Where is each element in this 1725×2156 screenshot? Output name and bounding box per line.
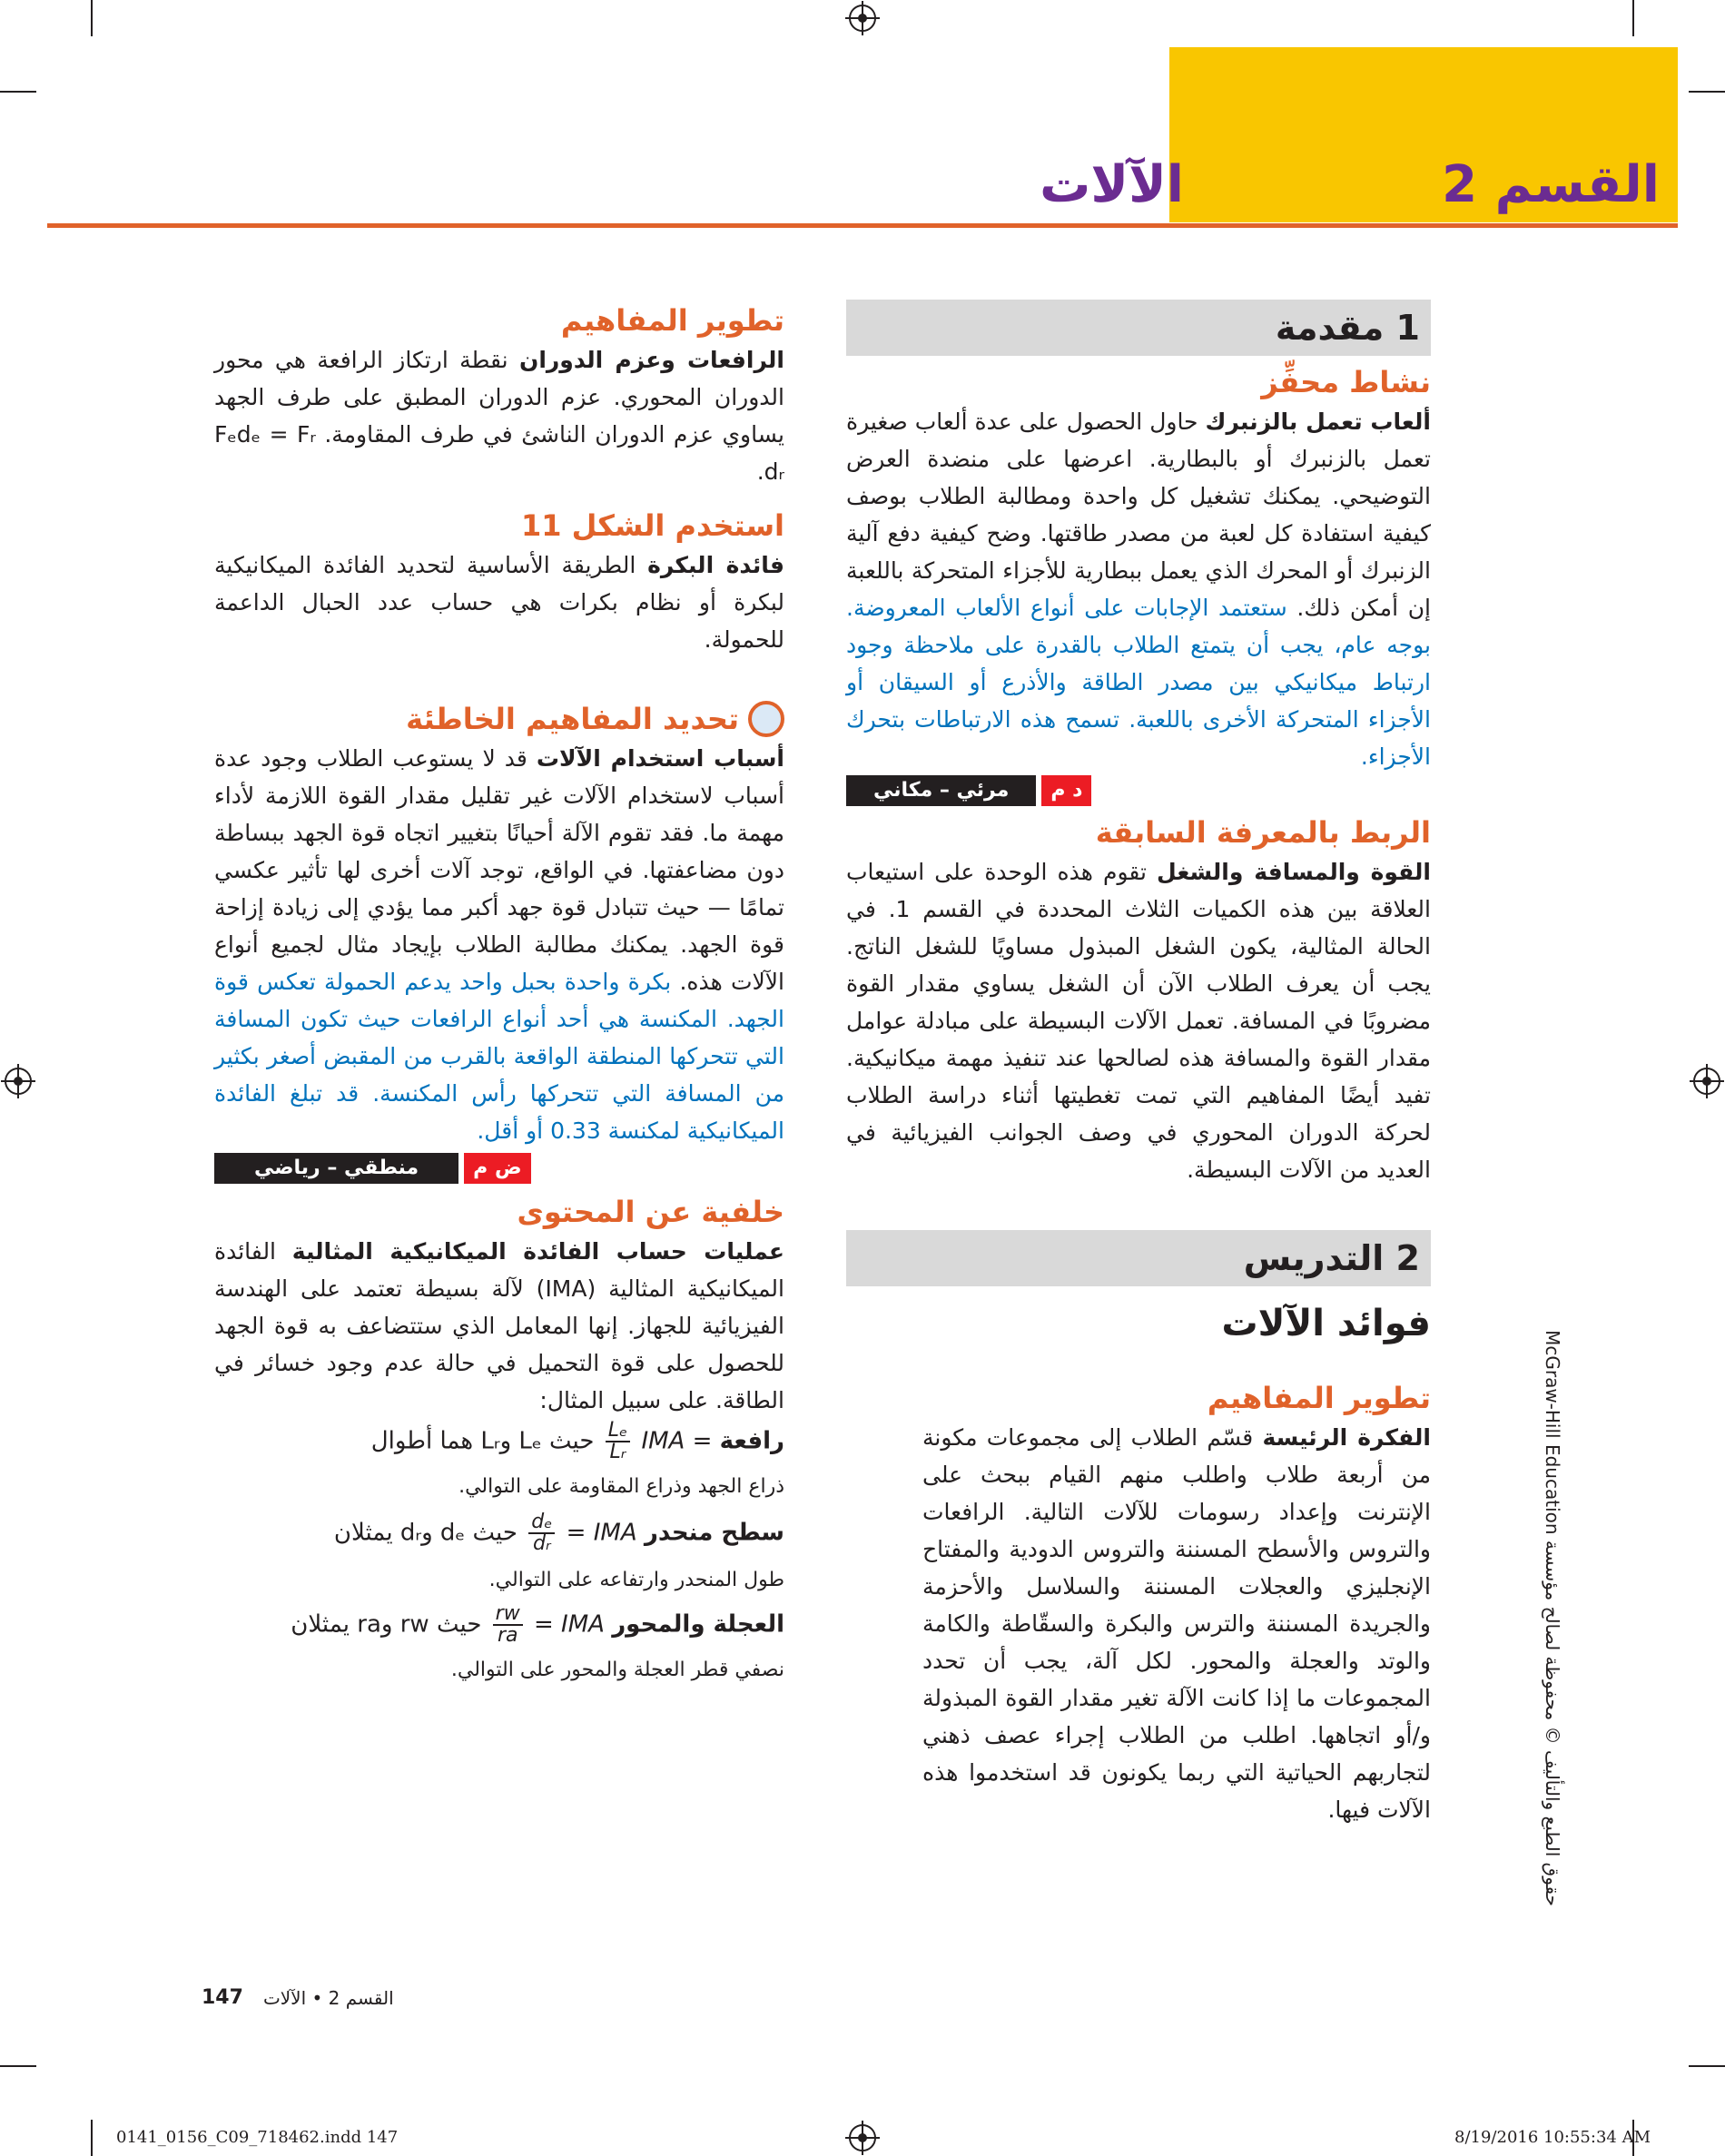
incline-desc-2: طول المنحدر وارتفاعه على التوالي. bbox=[488, 1569, 784, 1591]
ima-lead: عمليات حساب الفائدة الميكانيكية المثالية bbox=[291, 1238, 785, 1265]
motivating-lead: ألعاب تعمل بالزنبرك bbox=[1205, 409, 1431, 435]
wheel-label: العجلة والمحور bbox=[612, 1610, 784, 1639]
file-info: 0141_0156_C09_718462.indd 147 bbox=[116, 2128, 399, 2147]
incline-den: dᵣ bbox=[532, 1532, 551, 1555]
tag-row bbox=[846, 775, 1431, 806]
page-footer bbox=[202, 1986, 394, 2009]
crop-mark bbox=[1632, 0, 1634, 36]
registration-mark-icon bbox=[849, 2124, 876, 2151]
misconceptions-header bbox=[214, 698, 784, 740]
page-label: القسم 2 • الآلات bbox=[262, 1986, 394, 2009]
incline-desc: حيث dₑ وdᵣ يمثلان bbox=[333, 1519, 518, 1547]
lever-label: رافعة bbox=[719, 1427, 784, 1455]
ima-text: الفائدة الميكانيكية المثالية (IMA) لآلة بسيطة تعتمد على الهندسة الفيزيائية للجهاز. إنها المعامل الذي ستتضاعف به قوة الجهد للحصول على قوة التحميل في حالة عدم وجود خسائر في الطاقة. على سبيل المثال: bbox=[214, 1238, 784, 1413]
lever-fraction bbox=[606, 1421, 630, 1462]
reasons-lead: أسباب استخدام الآلات bbox=[536, 745, 784, 772]
motivating-activity-heading: نشاط محفِّز bbox=[1261, 365, 1431, 399]
header-rule bbox=[47, 223, 1678, 228]
wheel-num: rw bbox=[493, 1604, 523, 1626]
ima-paragraph bbox=[214, 1233, 784, 1419]
reasons-text: قد لا يستوعب الطلاب وجود عدة أسباب لاستخدام الآلات غير تقليل مقدار القوة اللازمة لأداء مهمة ما. فقد تقوم الآلة أحيانًا بتغيير اتجاه قوة الجهد ببساطة دون مضاعفتها. في الواقع، توجد آلات أخرى لها تأثير عكسي تمامًا — حيث تتبادل قوة جهد أكبر مما يؤدي إلى زيادة إزاحة قوة الجهد. يمكنك مطالبة الطلاب بإيجاد مثال لجميع أنواع الآلات هذه. bbox=[214, 745, 784, 995]
lever-desc-2: ذراع الجهد وذراع المقاومة على التوالي. bbox=[458, 1475, 784, 1498]
incline-num: dₑ bbox=[528, 1512, 555, 1534]
side-copyright: حقوق الطبع والتأليف © محفوظة لصالح مؤسسة McGraw-Hill Education bbox=[1542, 1330, 1563, 1906]
ima-symbol: IMA = bbox=[533, 1610, 605, 1639]
learning-style-tag bbox=[846, 743, 1431, 773]
lever-num: Lₑ bbox=[606, 1421, 630, 1442]
crop-mark bbox=[91, 2120, 93, 2156]
section-title bbox=[1040, 145, 1678, 223]
tag-row-2 bbox=[214, 1153, 784, 1184]
left-column bbox=[214, 300, 784, 1688]
prior-knowledge-paragraph bbox=[846, 853, 1431, 1188]
date-info: 8/19/2016 10:55:34 AM bbox=[1454, 2128, 1651, 2147]
incline-fraction bbox=[528, 1512, 555, 1554]
page-number: 147 bbox=[202, 1986, 243, 2009]
pulley-text: الطريقة الأساسية لتحديد الفائدة الميكانيكية لبكرة أو نظام بكرات هي حساب عدد الحبال الداعمة للحمولة. bbox=[214, 552, 784, 653]
prior-knowledge-heading: الربط بالمعرفة السابقة bbox=[1095, 815, 1431, 850]
teach-heading: 2 التدريس bbox=[846, 1230, 1431, 1286]
prior-lead: القوة والمسافة والشغل bbox=[1157, 859, 1432, 885]
ima-symbol: IMA = bbox=[641, 1427, 713, 1455]
tag-style-2: منطقي – رياضي bbox=[214, 1153, 458, 1184]
tag-code: د م bbox=[1041, 775, 1091, 806]
motivating-paragraph bbox=[846, 403, 1431, 775]
figure-heading: استخدم الشكل 11 bbox=[520, 508, 784, 543]
registration-mark-icon bbox=[5, 1068, 32, 1095]
lever-den: Lᵣ bbox=[609, 1441, 626, 1463]
levers-text: نقطة ارتكاز الرافعة هي محور الدوران المحوري. عزم الدوران المطبق على طرف الجهد يساوي عزم الدوران الناشئ في طرف المقاومة. Fₑdₑ = Fᵣ dᵣ. bbox=[214, 347, 784, 485]
registration-mark-icon bbox=[849, 5, 876, 32]
reasons-paragraph bbox=[214, 740, 784, 1149]
background-heading: خلفية عن المحتوى bbox=[517, 1195, 784, 1229]
benefits-heading: فوائد الآلات bbox=[1221, 1303, 1431, 1344]
reasons-answer: بكرة واحدة بحبل واحد يدعم الحمولة تعكس قوة الجهد. المكنسة هي أحد أنواع الرافعات حيث تكون المسافة التي تتحركها المنطقة الواقعة بالقرب من المقبض أصغر بكثير من المسافة التي تتحركها رأس المكنسة. قد تبلغ الفائدة الميكانيكية لمكنسة 0.33 أو أقل. bbox=[214, 969, 784, 1144]
magnifier-icon bbox=[748, 701, 784, 737]
main-idea-paragraph bbox=[922, 1419, 1431, 1828]
ima-symbol: IMA = bbox=[566, 1519, 637, 1547]
crop-mark bbox=[0, 91, 36, 93]
levers-paragraph bbox=[214, 341, 784, 490]
incline-label: سطح منحدر bbox=[644, 1519, 784, 1547]
crop-mark bbox=[0, 2065, 36, 2067]
wheel-fraction bbox=[493, 1604, 523, 1646]
pulley-lead: فائدة البكرة bbox=[647, 552, 785, 578]
pulley-paragraph bbox=[214, 546, 784, 658]
motivating-answer: ستعتمد الإجابات على أنواع الألعاب المعروضة. بوجه عام، يجب أن يتمتع الطلاب بالقدرة على ملاحظة وجود ارتباط ميكانيكي بين مصدر الطاقة والأذرع أو السيقان أو الأجزاء المتحركة الأخرى باللعبة. تسمح هذه الارتباطات بتحرك الأجزاء. bbox=[846, 595, 1431, 770]
main-idea-text: قسّم الطلاب إلى مجموعات مكونة من أربعة طلاب واطلب منهم القيام ببحث على الإنترنت وإعداد رسومات للآلات التالية. الرافعات والتروس والأسطح المسننة والتروس الدودية والمفتاح الإنجليزي والعجلات المسننة والسلاسل والأحزمة والجريدة المسننة والترس والبكرة والسقّاطة والكامة والوتد والعجلة والمحور. لكل آلة، يجب أن تحدد المجموعات ما إذا كانت الآلة تغير مقدار القوة المبذولة و/أو اتجاهها. اطلب من الطلاب إجراء عصف ذهني لتجاربهم الحياتية التي ربما يكونون قد استخدموا هذه الآلات فيها. bbox=[922, 1424, 1431, 1823]
left-concept-heading: تطوير المفاهيم bbox=[560, 303, 784, 338]
wheel-desc-2: نصفي قطر العجلة والمحور على التوالي. bbox=[450, 1659, 784, 1681]
concept-dev-heading: تطوير المفاهيم bbox=[1207, 1381, 1431, 1415]
levers-lead: الرافعات وعزم الدوران bbox=[519, 347, 785, 373]
incline-formula bbox=[214, 1512, 784, 1554]
misconceptions-heading: تحديد المفاهيم الخاطئة bbox=[406, 702, 739, 736]
crop-mark bbox=[91, 0, 93, 36]
lever-formula bbox=[214, 1421, 784, 1462]
lever-desc: حيث Lₑ وLᵣ هما أطوال bbox=[370, 1427, 595, 1455]
main-idea-lead: الفكرة الرئيسة bbox=[1262, 1424, 1432, 1451]
tag-style: مرئي – مكاني bbox=[846, 775, 1036, 806]
prior-text: تقوم هذه الوحدة على استيعاب العلاقة بين هذه الكميات الثلاث المحددة في القسم 1. في الحالة المثالية، يكون الشغل المبذول مساويًا للشغل الناتج. يجب أن يعرف الطلاب الآن أن الشغل يساوي مقدار القوة مضروبًا في المسافة. تعمل الآلات البسيطة على مبادلة عوامل مقدار القوة والمسافة هذه لصالحها عند تنفيذ مهمة ميكانيكية. تفيد أيضًا المفاهيم التي تمت تغطيتها أثناء دراسة الطلاب لحركة الدوران المحوري في وصف الجوانب الفيزيائية في العديد من الآلات البسيطة. bbox=[846, 859, 1431, 1183]
motivating-text: حاول الحصول على عدة ألعاب صغيرة تعمل بالزنبرك أو بالبطارية. اعرضها على منضدة العرض التوضيحي. يمكنك تشغيل كل واحدة ومطالبة الطلاب بوصف كيفية استفادة كل لعبة من مصدر طاقتها. وضح كيفية دفع آلية الزنبرك أو المحرك الذي يعمل ببطارية للأجزاء المتحركة باللعبة إن أمكن ذلك. bbox=[846, 409, 1431, 621]
crop-mark bbox=[1689, 2065, 1725, 2067]
tag-code-2: ض م bbox=[464, 1153, 530, 1184]
wheel-desc: حيث rw وra يمثلان bbox=[291, 1610, 482, 1639]
wheel-den: ra bbox=[497, 1624, 518, 1647]
wheel-formula bbox=[214, 1604, 784, 1646]
intro-heading: 1 مقدمة bbox=[846, 300, 1431, 356]
registration-mark-icon bbox=[1693, 1068, 1720, 1095]
right-column bbox=[846, 300, 1431, 1828]
section-name: الآلات bbox=[1040, 154, 1184, 214]
crop-mark bbox=[1689, 91, 1725, 93]
section-label: القسم 2 bbox=[1442, 154, 1660, 214]
